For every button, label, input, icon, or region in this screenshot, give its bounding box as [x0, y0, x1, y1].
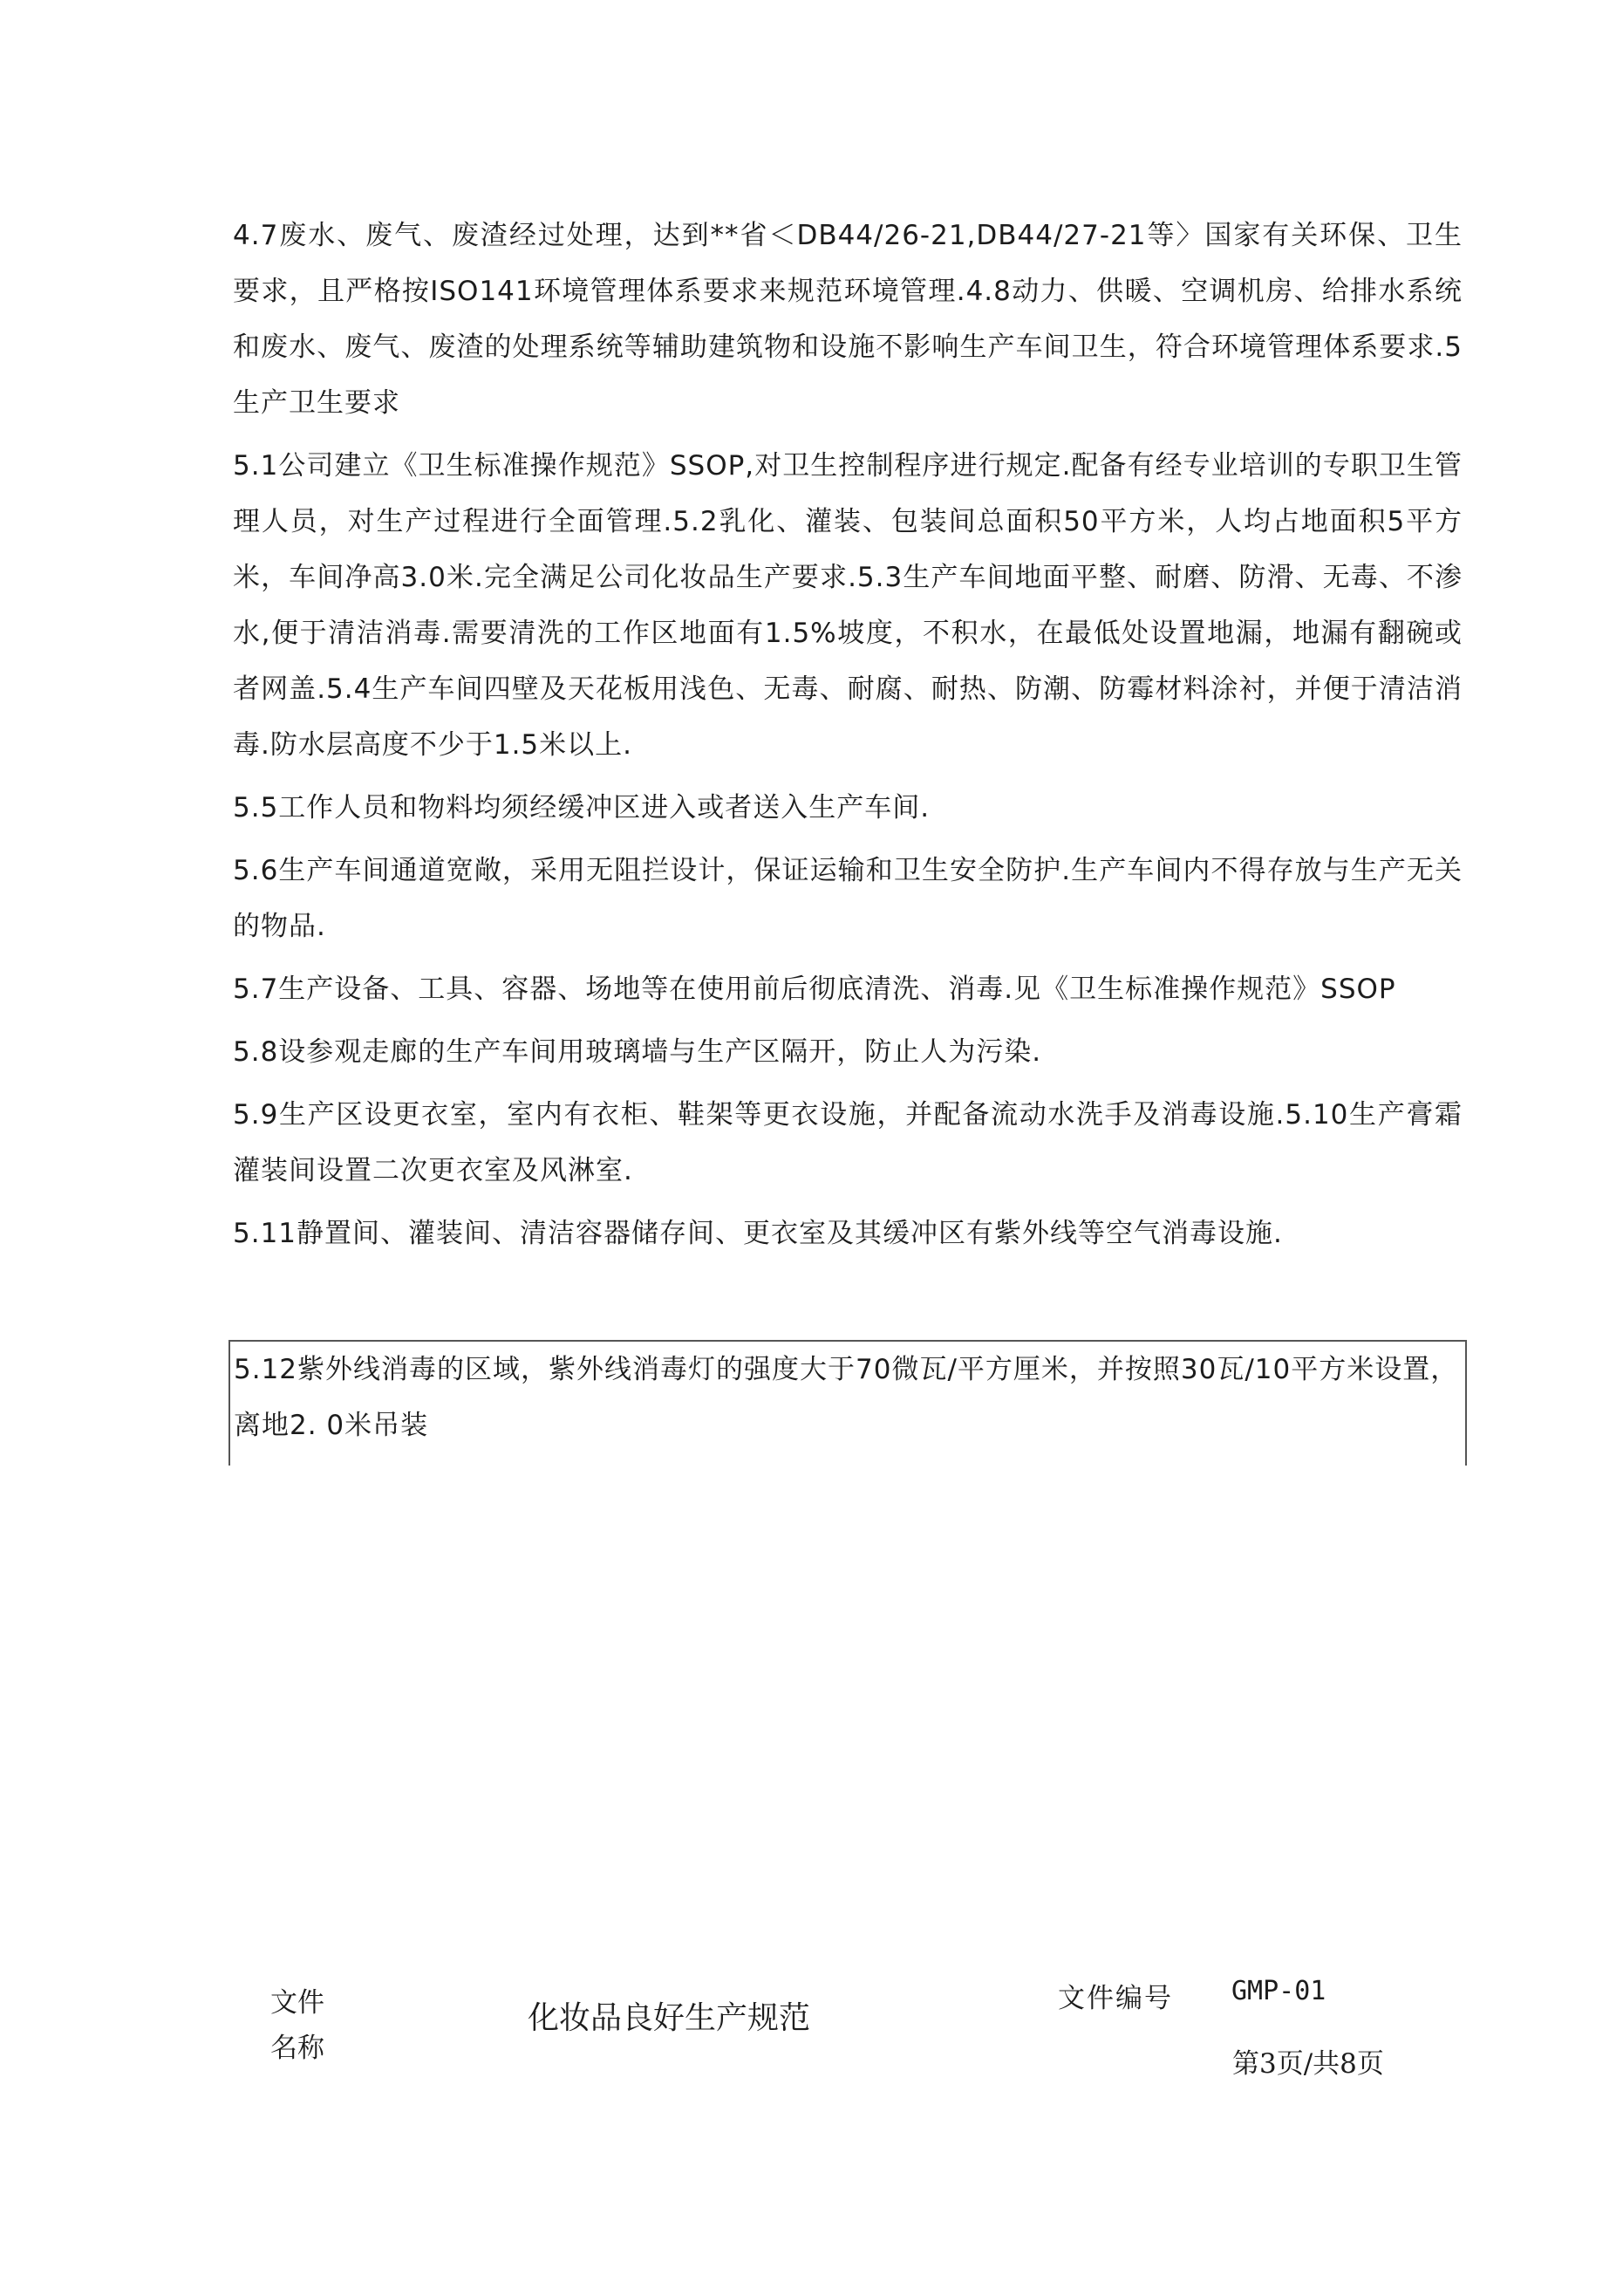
paragraph-5-11: 5.11静置间、灌装间、清洁容器储存间、更衣室及其缓冲区有紫外线等空气消毒设施. [233, 1218, 1283, 1249]
file-number-label: 文件编号 [1058, 1983, 1173, 2014]
paragraph-4-7: 4.7废水、废气、废渣经过处理，达到**省＜DB44/26-21,DB44/27-21等〉国家有关环保、卫生要求，且严格按ISO141环境管理体系要求来规范环境管理.4.8动力、供暖、空调机房、给排水系统和废水、废气、废渣的处理系统等辅助建筑物和设施不影响生产车间卫生，符合环境管理体系要求.5生产卫生要求 [233, 220, 1463, 419]
paragraph-5-1: 5.1公司建立《卫生标准操作规范》SSOP,对卫生控制程序进行规定.配备有经专业培训的专职卫生管理人员，对生产过程进行全面管理.5.2乳化、灌装、包装间总面积50平方米，人均占地面积5平方米，车间净高3.0米.完全满足公司化妆品生产要求.5.3生产车间地面平整、耐磨、防滑、无毒、不渗水,便于清洁消毒.需要清洗的工作区地面有1.5%坡度，不积水，在最低处设置地漏，地漏有翻碗或者网盖.5.4生产车间四壁及天花板用浅色、无毒、耐腐、耐热、防潮、防霉材料涂衬，并便于清洁消毒.防水层高度不少于1.5米以上. [233, 450, 1463, 761]
paragraph-5-5: 5.5工作人员和物料均须经缓冲区进入或者送入生产车间. [233, 792, 931, 823]
paragraph-5-7: 5.7生产设备、工具、容器、场地等在使用前后彻底清洗、消毒.见《卫生标准操作规范》SSOP [233, 974, 1396, 1005]
boxed-paragraph-5-12 [228, 1340, 1467, 1466]
file-number-value: GMP-01 [1231, 1976, 1326, 2006]
paragraph-5-6: 5.6生产车间通道宽敞，采用无阻拦设计，保证运输和卫生安全防护.生产车间内不得存放与生产无关的物品. [233, 855, 1463, 942]
paragraph-5-9: 5.9生产区设更衣室，室内有衣柜、鞋架等更衣设施，并配备流动水洗手及消毒设施.5.10生产膏霜灌装间设置二次更衣室及风淋室. [233, 1099, 1463, 1186]
file-name-label: 文件名称 [270, 1987, 324, 2064]
page-number-info: 第3页/共8页 [1232, 2048, 1384, 2080]
paragraph-5-8: 5.8设参观走廊的生产车间用玻璃墙与生产区隔开，防止人为污染. [233, 1036, 1042, 1068]
document-body [233, 208, 1463, 1268]
file-name-value: 化妆品良好生产规范 [528, 2000, 811, 2036]
paragraph-5-12: 5.12紫外线消毒的区域，紫外线消毒灯的强度大于70微瓦/平方厘米，并按照30瓦/10平方米设置，离地2. 0米吊装 [234, 1354, 1459, 1441]
